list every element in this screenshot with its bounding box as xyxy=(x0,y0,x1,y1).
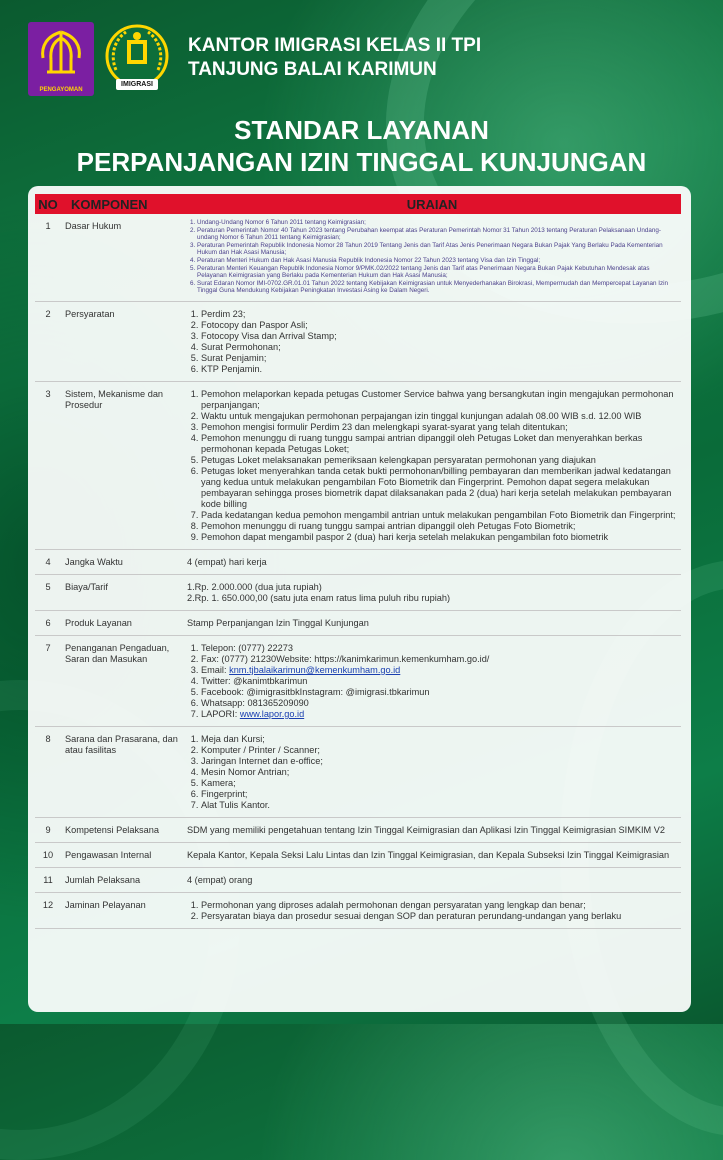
list-item: 4. Pemohon menunggu di ruang tunggu sampai antrian dipanggil oleh Petugas Loket dan menyerahkan berkas permohonan kepada Petugas Loket; xyxy=(201,433,677,455)
list-item: 3. Peraturan Pemerintah Republik Indonesia Nomor 28 Tahun 2019 Tentang Jenis dan Tarif Atas Jenis Penerimaan Negara Bukan Pajak Yang Berlaku Pada Kementerian Hukum dan Hak Asasi Manusia; xyxy=(197,242,677,257)
list-item: 3. Pemohon mengisi formulir Perdim 23 dan melengkapi syarat-syarat yang telah ditentukan; xyxy=(201,422,677,433)
list-item: 9. Pemohon dapat mengambil paspor 2 (dua) hari kerja setelah melakukan pengambilan foto biometrik xyxy=(201,532,677,543)
row-komponen: Jumlah Pelaksana xyxy=(61,867,183,892)
list-item: 3. Fotocopy Visa dan Arrival Stamp; xyxy=(201,331,677,342)
list-item: 5. Kamera; xyxy=(201,778,677,789)
list-item: 8. Pemohon menunggu di ruang tunggu sampai antrian dipanggil oleh Petugas Foto Biometrik; xyxy=(201,521,677,532)
row-uraian xyxy=(183,726,681,817)
row-number: 5 xyxy=(35,574,61,610)
row-komponen: Jangka Waktu xyxy=(61,549,183,574)
table-row xyxy=(35,726,681,817)
row-number: 8 xyxy=(35,726,61,817)
header-uraian: URAIAN xyxy=(183,194,681,214)
list-item: 4. Twitter: @kanimtbkarimun xyxy=(201,676,677,687)
row-uraian: 4 (empat) hari kerja xyxy=(183,549,681,574)
list-item: 4. Peraturan Menteri Hukum dan Hak Asasi Manusia Republik Indonesia Nomor 22 Tahun 2023 tentang Visa dan Izin Tinggal; xyxy=(197,257,677,265)
list-item: 1. Pemohon melaporkan kepada petugas Customer Service bahwa yang bersangkutan ingin mengajukan permohonan perpanjangan; xyxy=(201,389,677,411)
complaint-channels-list xyxy=(187,643,677,720)
lapor-label: LAPORI: xyxy=(201,708,238,719)
row-komponen: Biaya/Tarif xyxy=(61,574,183,610)
row-number: 4 xyxy=(35,549,61,574)
list-item: 6. Whatsapp: 081365209090 xyxy=(201,698,677,709)
list-item: 5. Surat Penjamin; xyxy=(201,353,677,364)
row-komponen: Sistem, Mekanisme dan Prosedur xyxy=(61,381,183,549)
page-title-line1: STANDAR LAYANAN xyxy=(234,115,489,145)
imigrasi-logo xyxy=(100,22,174,96)
imigrasi-caption: IMIGRASI xyxy=(116,79,158,90)
row-number: 3 xyxy=(35,381,61,549)
row-number: 1 xyxy=(35,214,61,301)
list-item: 1. Permohonan yang diproses adalah permohonan dengan persyaratan yang lengkap dan benar; xyxy=(201,900,677,911)
requirements-list xyxy=(187,309,677,375)
row-number: 2 xyxy=(35,301,61,381)
row-komponen: Sarana dan Prasarana, dan atau fasilitas xyxy=(61,726,183,817)
row-komponen: Jaminan Pelayanan xyxy=(61,892,183,928)
row-number: 10 xyxy=(35,842,61,867)
list-item: 5. Peraturan Menteri Keuangan Republik Indonesia Nomor 9/PMK.02/2022 tentang Jenis dan Tarif atas Penerimaan Negara Bukan Pajak Kebutuhan Mendesak atas Pelayanan Keimigrasian yang Berlaku pada Kementerian Hukum dan Hak Asasi Manusia; xyxy=(197,265,677,280)
table-row xyxy=(35,635,681,726)
row-number: 6 xyxy=(35,610,61,635)
list-item: 6. Petugas loket menyerahkan tanda cetak bukti permohonan/billing pembayaran dan memberikan jadwal kedatangan yang kedua untuk melakukan pengambilan Foto Biometrik dan Fingerprint. Pemohon dapat segera melakukan pembayaran sehingga proses biometrik dapat dilaksanakan pada 2 (dua) hari kerja setelah melakukan pembayaran kode billing xyxy=(201,466,677,510)
page-title-line2: PERPANJANGAN IZIN TINGGAL KUNJUNGAN xyxy=(76,147,647,177)
list-item: 2. Fax: (0777) 21230Website: https://kanimkarimun.kemenkumham.go.id/ xyxy=(201,654,677,665)
procedure-list xyxy=(187,389,677,543)
list-item: 2. Fotocopy dan Paspor Asli; xyxy=(201,320,677,331)
list-item: 2. Waktu untuk mengajukan permohonan perpajangan izin tinggal kunjungan adalah 08.00 WIB s.d. 12.00 WIB xyxy=(201,411,677,422)
pengayoman-tree-icon xyxy=(33,26,89,82)
table-header-row xyxy=(35,194,681,214)
list-item: 7. Pada kedatangan kedua pemohon mengambil antrian untuk melakukan pengambilan Foto Biometrik dan Fingerprint; xyxy=(201,510,677,521)
header-komponen: KOMPONEN xyxy=(61,194,183,214)
row-komponen: Kompetensi Pelaksana xyxy=(61,817,183,842)
office-name xyxy=(188,34,481,82)
list-item xyxy=(201,709,677,720)
service-standard-table xyxy=(35,194,681,929)
row-uraian xyxy=(183,574,681,610)
table-row xyxy=(35,867,681,892)
row-uraian xyxy=(183,892,681,928)
facilities-list xyxy=(187,734,677,811)
list-item: 2. Komputer / Printer / Scanner; xyxy=(201,745,677,756)
list-item: 4. Surat Permohonan; xyxy=(201,342,677,353)
row-komponen: Persyaratan xyxy=(61,301,183,381)
list-item: 3. Jaringan Internet dan e-office; xyxy=(201,756,677,767)
row-uraian xyxy=(183,301,681,381)
table-row xyxy=(35,610,681,635)
fee-line: 1.Rp. 2.000.000 (dua juta rupiah) xyxy=(187,581,322,592)
legal-basis-list xyxy=(187,219,677,295)
row-number: 12 xyxy=(35,892,61,928)
list-item xyxy=(201,665,677,676)
list-item: 6. Fingerprint; xyxy=(201,789,677,800)
list-item: 4. Mesin Nomor Antrian; xyxy=(201,767,677,778)
list-item: 1. Undang-Undang Nomor 6 Tahun 2011 tentang Keimigrasian; xyxy=(197,219,677,227)
table-row xyxy=(35,549,681,574)
header xyxy=(28,22,708,98)
pengayoman-logo xyxy=(28,22,94,96)
table-row xyxy=(35,892,681,928)
list-item: 7. Alat Tulis Kantor. xyxy=(201,800,677,811)
row-uraian xyxy=(183,214,681,301)
office-name-line1: KANTOR IMIGRASI KELAS II TPI xyxy=(188,35,482,56)
list-item: 6. KTP Penjamin. xyxy=(201,364,677,375)
row-uraian: Kepala Kantor, Kepala Seksi Lalu Lintas dan Izin Tinggal Keimigrasian, dan Kepala Subseksi Izin Tinggal Keimigrasian xyxy=(183,842,681,867)
list-item: 5. Facebook: @imigrasitbkInstagram: @imigrasi.tbkarimun xyxy=(201,687,677,698)
row-komponen: Produk Layanan xyxy=(61,610,183,635)
row-number: 9 xyxy=(35,817,61,842)
lapor-link[interactable]: www.lapor.go.id xyxy=(239,708,305,719)
row-uraian: SDM yang memiliki pengetahuan tentang Izin Tinggal Keimigrasian dan Aplikasi Izin Tinggal Keimigrasian SIMKIM V2 xyxy=(183,817,681,842)
table-row xyxy=(35,574,681,610)
list-item: 1. Telepon: (0777) 22273 xyxy=(201,643,677,654)
row-komponen: Pengawasan Internal xyxy=(61,842,183,867)
list-item: 1. Perdim 23; xyxy=(201,309,677,320)
office-name-line2: TANJUNG BALAI KARIMUN xyxy=(188,59,437,80)
list-item: 5. Petugas Loket melaksanakan pemeriksaan kelengkapan persyaratan permohonan yang diajukan xyxy=(201,455,677,466)
row-komponen: Dasar Hukum xyxy=(61,214,183,301)
email-link[interactable]: knm.tjbalaikarimun@kemenkumham.go.id xyxy=(229,664,401,675)
list-item: 6. Surat Edaran Nomor IMI-0702.GR.01.01 Tahun 2022 tentang Kebijakan Keimigrasian untuk Menyederhanakan Birokrasi, Mempermudah dan Mempercepat Layanan Izin Tinggal Guna Mendukung Kebijakan Peningkatan Investasi Asing ke Dalam Negeri. xyxy=(197,280,677,295)
content-panel xyxy=(28,186,691,1012)
table-row xyxy=(35,381,681,549)
row-uraian xyxy=(183,635,681,726)
row-komponen: Penanganan Pengaduan, Saran dan Masukan xyxy=(61,635,183,726)
row-number: 11 xyxy=(35,867,61,892)
table-row xyxy=(35,301,681,381)
row-uraian: 4 (empat) orang xyxy=(183,867,681,892)
row-uraian: Stamp Perpanjangan Izin Tinggal Kunjungan xyxy=(183,610,681,635)
table-row xyxy=(35,817,681,842)
service-guarantee-list xyxy=(187,900,677,922)
fee-line: 2.Rp. 1. 650.000,00 (satu juta enam ratus lima puluh ribu rupiah) xyxy=(187,592,451,603)
table-row xyxy=(35,842,681,867)
email-label: Email: xyxy=(201,664,227,675)
list-item: 2. Persyaratan biaya dan prosedur sesuai dengan SOP dan peraturan perundang-undangan yang berlaku xyxy=(201,911,677,922)
row-uraian xyxy=(183,381,681,549)
page-title xyxy=(0,114,723,178)
list-item: 2. Peraturan Pemerintah Nomor 40 Tahun 2023 tentang Perubahan keempat atas Peraturan Pemerintah Nomor 31 Tahun 2013 tentang Peraturan Pelaksanaan Undang-undang Nomor 6 Tahun 2011 tentang Keimigrasian; xyxy=(197,227,677,242)
row-number: 7 xyxy=(35,635,61,726)
header-no: NO xyxy=(35,194,61,214)
table-row xyxy=(35,214,681,301)
pengayoman-caption: PENGAYOMAN xyxy=(39,87,83,93)
list-item: 1. Meja dan Kursi; xyxy=(201,734,677,745)
